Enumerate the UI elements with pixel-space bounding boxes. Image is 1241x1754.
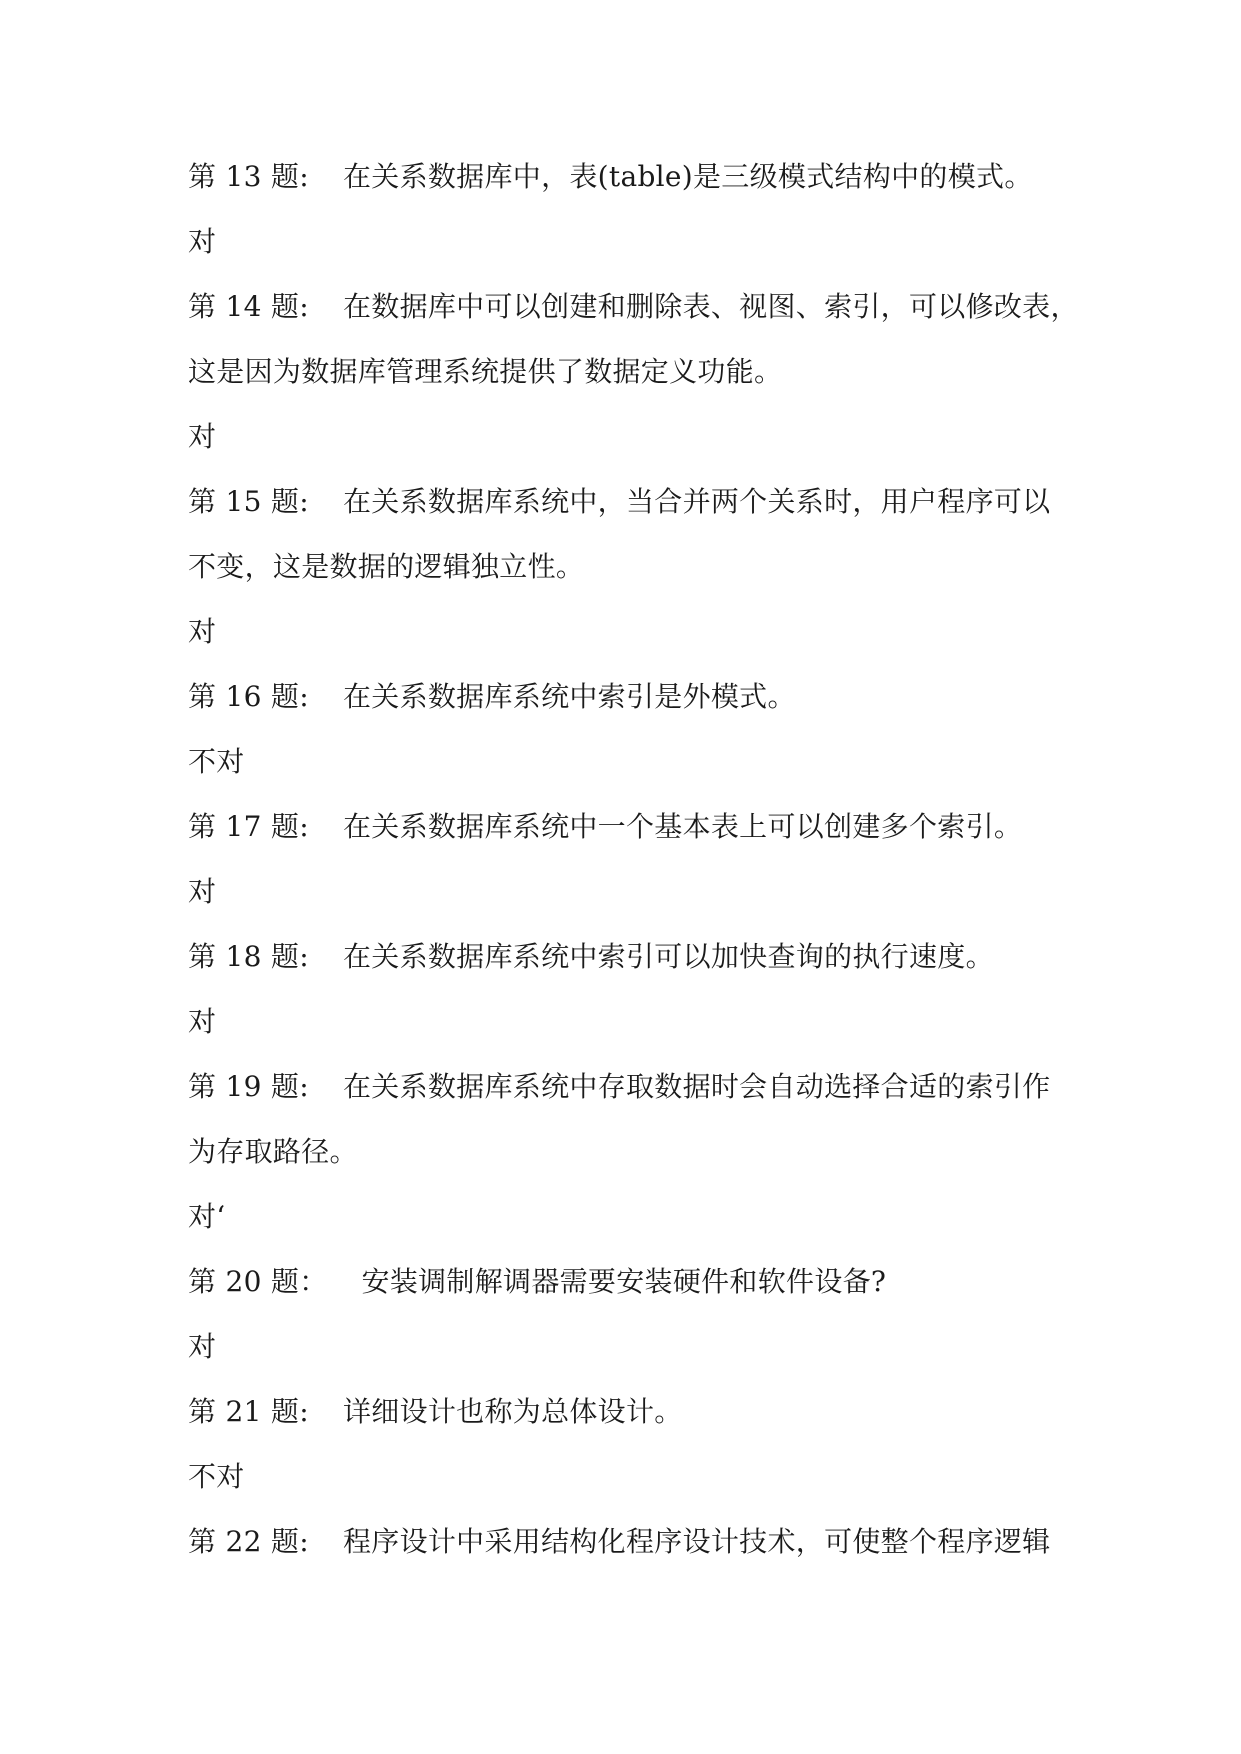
- question-19-continuation: 为存取路径。: [188, 1135, 358, 1168]
- question-text: 在数据库中可以创建和删除表、视图、索引，可以修改表，: [342, 290, 1079, 323]
- document-body: [188, 160, 1088, 1590]
- question-14: [188, 290, 1088, 355]
- question-number: 第 20 题：: [188, 1265, 328, 1298]
- answer-20: 对: [188, 1330, 217, 1363]
- question-number: 第 21 题:: [188, 1395, 309, 1428]
- question-text: 在关系数据库系统中索引可以加快查询的执行速度。: [342, 940, 994, 973]
- answer-18: 对: [188, 1005, 217, 1038]
- question-text: 安装调制解调器需要安装硬件和软件设备?: [361, 1265, 887, 1298]
- question-text: 在关系数据库系统中一个基本表上可以创建多个索引。: [342, 810, 1023, 843]
- question-21: [188, 1395, 1088, 1460]
- question-17: [188, 810, 1088, 875]
- question-number: 第 18 题:: [188, 940, 309, 973]
- question-19: [188, 1070, 1088, 1135]
- question-15: [188, 485, 1088, 550]
- question-text: 详细设计也称为总体设计。: [342, 1395, 683, 1428]
- answer-19: 对‘: [188, 1200, 226, 1233]
- question-text: 在关系数据库中，表(table)是三级模式结构中的模式。: [342, 160, 1033, 193]
- question-text: 在关系数据库系统中，当合并两个关系时，用户程序可以: [342, 485, 1051, 518]
- question-14-continuation: 这是因为数据库管理系统提供了数据定义功能。: [188, 355, 783, 388]
- answer-14: 对: [188, 420, 217, 453]
- question-number: 第 15 题:: [188, 485, 309, 518]
- question-15-continuation: 不变，这是数据的逻辑独立性。: [188, 550, 585, 583]
- question-22: [188, 1525, 1088, 1590]
- answer-21: 不对: [188, 1460, 245, 1493]
- question-number: 第 22 题:: [188, 1525, 309, 1558]
- question-number: 第 16 题:: [188, 680, 309, 713]
- answer-13: 对: [188, 225, 217, 258]
- answer-16: 不对: [188, 745, 245, 778]
- question-text: 程序设计中采用结构化程序设计技术，可使整个程序逻辑: [342, 1525, 1051, 1558]
- question-18: [188, 940, 1088, 1005]
- question-16: [188, 680, 1088, 745]
- answer-15: 对: [188, 615, 217, 648]
- question-13: [188, 160, 1088, 225]
- question-text: 在关系数据库系统中存取数据时会自动选择合适的索引作: [342, 1070, 1051, 1103]
- question-number: 第 17 题:: [188, 810, 309, 843]
- question-number: 第 13 题:: [188, 160, 309, 193]
- question-text: 在关系数据库系统中索引是外模式。: [342, 680, 796, 713]
- answer-17: 对: [188, 875, 217, 908]
- question-20: [188, 1265, 1088, 1330]
- question-number: 第 14 题:: [188, 290, 309, 323]
- question-number: 第 19 题:: [188, 1070, 309, 1103]
